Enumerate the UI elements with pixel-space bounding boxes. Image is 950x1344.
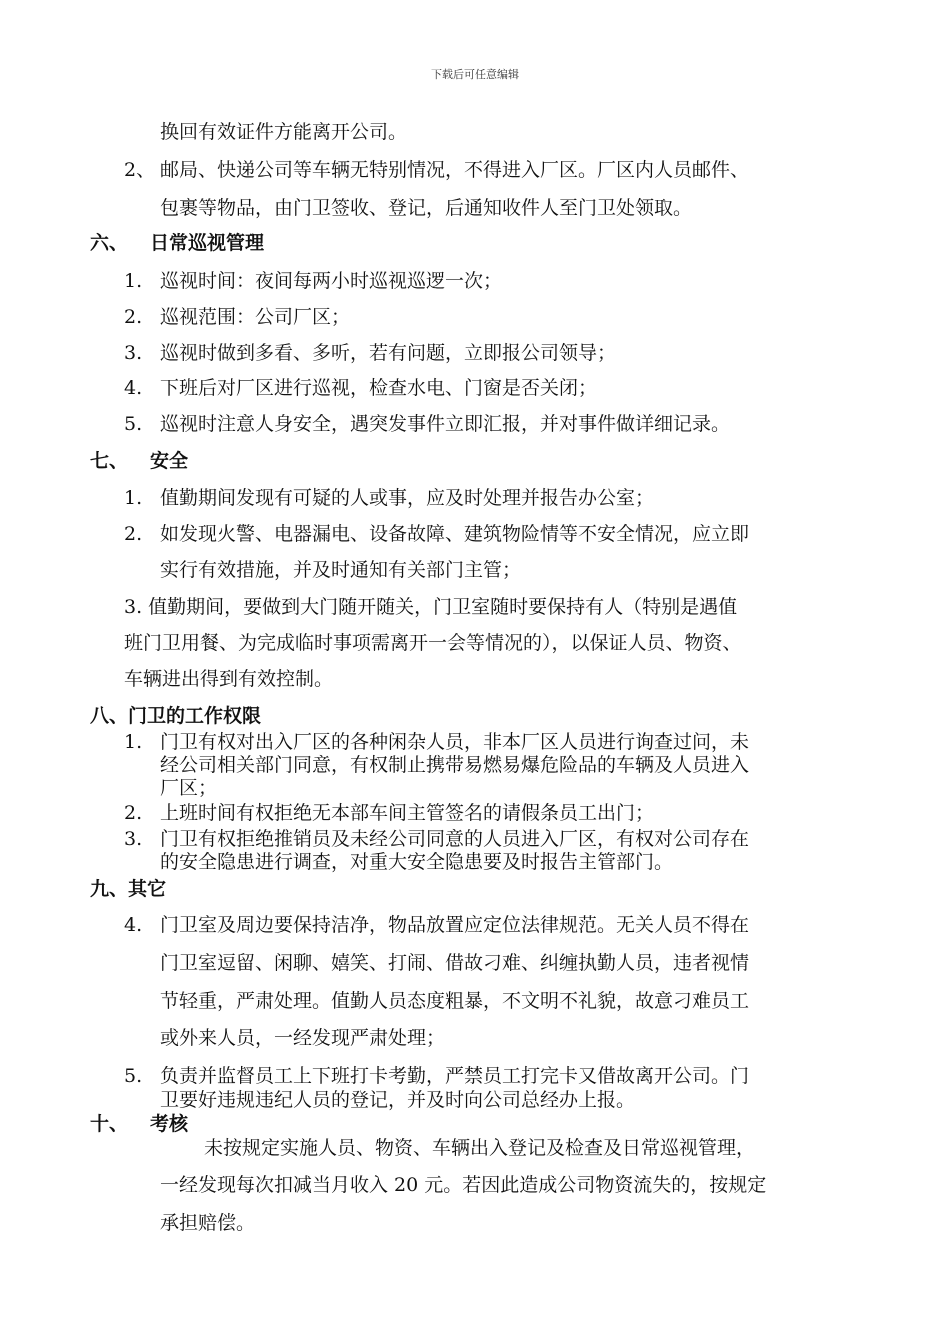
s9-item-5-line-1: 负责并监督员工上下班打卡考勤，严禁员工打完卡又借故离开公司。门 — [160, 1065, 750, 1087]
s8-item-1-line-3: 厂区； — [160, 777, 218, 799]
s8-item-2-number: 2. — [124, 802, 143, 824]
s8-item-1-number: 1. — [124, 731, 143, 753]
s8-item-3-line-2: 的安全隐患进行调查，对重大安全隐患要及时报告主管部门。 — [160, 851, 674, 873]
s6-item-5-number: 5. — [124, 413, 143, 435]
s10-line-3: 承担赔偿。 — [160, 1212, 256, 1234]
s9-heading: 九、其它 — [90, 878, 167, 900]
s6-item-3-number: 3. — [124, 342, 143, 364]
s7-item-2-line-1: 如发现火警、电器漏电、设备故障、建筑物险情等不安全情况，应立即 — [160, 523, 750, 545]
s8-item-3-number: 3. — [124, 828, 143, 850]
s8-item-3-line-1: 门卫有权拒绝推销员及未经公司同意的人员进入厂区，有权对公司存在 — [160, 828, 750, 850]
s6-item-1-text: 巡视时间：夜间每两小时巡视巡逻一次； — [160, 270, 503, 292]
s6-item-2-number: 2. — [124, 306, 143, 328]
s5-line-1: 换回有效证件方能离开公司。 — [160, 121, 408, 143]
s9-item-4-line-3: 节轻重，严肃处理。值勤人员态度粗暴，不文明不礼貌，故意刁难员工 — [160, 990, 750, 1012]
s7-item-1-number: 1. — [124, 487, 143, 509]
s7-item-3-line-2: 班门卫用餐、为完成临时事项需离开一会等情况的），以保证人员、物资、 — [124, 632, 742, 654]
s5-item2-line-1: 邮局、快递公司等车辆无特别情况，不得进入厂区。厂区内人员邮件、 — [160, 159, 750, 181]
s7-item-2-line-2: 实行有效措施，并及时通知有关部门主管； — [160, 559, 522, 581]
s9-item-4-line-4: 或外来人员，一经发现严肃处理； — [160, 1027, 446, 1049]
s10-heading-number: 十、 — [90, 1113, 129, 1135]
s10-line-2: 一经发现每次扣减当月收入 20 元。若因此造成公司物资流失的，按规定 — [160, 1174, 767, 1196]
s7-item-3-line-1: 3. 值勤期间，要做到大门随开随关，门卫室随时要保持有人（特别是遇值 — [124, 596, 738, 618]
s10-line-1: 未按规定实施人员、物资、车辆出入登记及检查及日常巡视管理， — [204, 1137, 756, 1159]
s8-item-1-line-2: 经公司相关部门同意，有权制止携带易燃易爆危险品的车辆及人员进入 — [160, 754, 750, 776]
s6-item-5-text: 巡视时注意人身安全，遇突发事件立即汇报，并对事件做详细记录。 — [160, 413, 731, 435]
s7-item-3-line-3: 车辆进出得到有效控制。 — [124, 668, 334, 690]
s6-item-3-text: 巡视时做到多看、多听，若有问题，立即报公司领导； — [160, 342, 617, 364]
s6-heading-number: 六、 — [90, 232, 129, 254]
s6-item-4-text: 下班后对厂区进行巡视，检查水电、门窗是否关闭； — [160, 377, 598, 399]
s8-item-2-text: 上班时间有权拒绝无本部车间主管签名的请假条员工出门； — [160, 802, 655, 824]
s6-heading-title: 日常巡视管理 — [150, 232, 265, 254]
page-header: 下载后可任意编辑 — [431, 68, 519, 81]
s9-item-5-line-2: 卫要好违规违纪人员的登记，并及时向公司总经办上报。 — [160, 1089, 636, 1111]
s5-item2-number: 2、 — [124, 159, 156, 181]
s9-item-5-number: 5. — [124, 1065, 143, 1087]
s9-item-4-line-1: 门卫室及周边要保持洁净，物品放置应定位法律规范。无关人员不得在 — [160, 914, 750, 936]
s8-item-1-line-1: 门卫有权对出入厂区的各种闲杂人员，非本厂区人员进行询查过问，未 — [160, 731, 750, 753]
s10-heading-title: 考核 — [150, 1113, 189, 1135]
s6-item-2-text: 巡视范围：公司厂区； — [160, 306, 351, 328]
s6-item-1-number: 1. — [124, 270, 143, 292]
s6-item-4-number: 4. — [124, 377, 143, 399]
s5-item2-line-2: 包裹等物品，由门卫签收、登记，后通知收件人至门卫处领取。 — [160, 197, 693, 219]
s7-heading-number: 七、 — [90, 450, 129, 472]
s7-item-2-number: 2. — [124, 523, 143, 545]
s7-item-1-text: 值勤期间发现有可疑的人或事，应及时处理并报告办公室； — [160, 487, 655, 509]
s9-item-4-number: 4. — [124, 914, 143, 936]
s9-item-4-line-2: 门卫室逗留、闲聊、嬉笑、打闹、借故刁难、纠缠执勤人员，违者视情 — [160, 952, 750, 974]
s7-heading-title: 安全 — [150, 450, 189, 472]
s8-heading: 八、门卫的工作权限 — [90, 705, 262, 727]
